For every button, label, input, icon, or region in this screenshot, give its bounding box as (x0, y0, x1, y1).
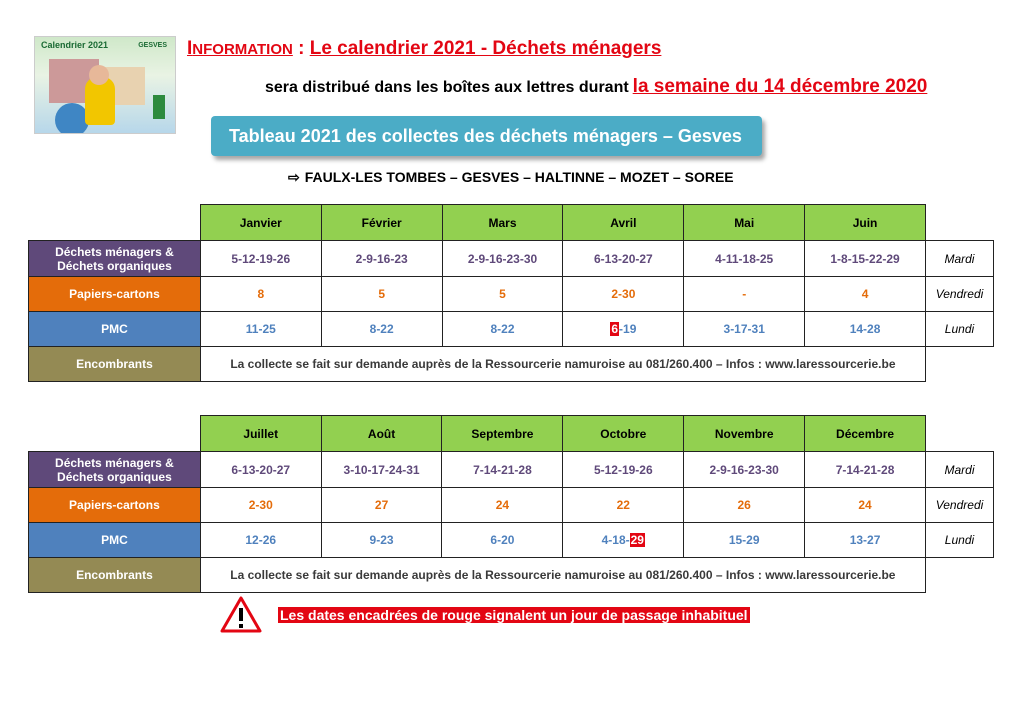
month-header: Mai (684, 205, 805, 241)
date-cell: 13-27 (805, 523, 926, 558)
date-cell: 26 (684, 488, 805, 523)
weekday-cell: Vendredi (925, 488, 993, 523)
weekday-cell: Lundi (925, 312, 993, 347)
calendar-table-h1 (28, 204, 994, 382)
distribution-date: la semaine du 14 décembre 2020 (632, 76, 928, 97)
date-cell: 14-28 (805, 312, 926, 347)
month-header: Octobre (563, 416, 684, 452)
month-header: Août (321, 416, 442, 452)
cover-commune: GESVES (138, 42, 167, 49)
month-header: Septembre (442, 416, 563, 452)
date-cell: 5-12-19-26 (200, 241, 321, 277)
category-encombrants: Encombrants (29, 347, 201, 382)
arrow-right-icon: ⇨ (288, 169, 300, 185)
date-cell: 3-10-17-24-31 (321, 452, 442, 488)
date-cell: 6-13-20-27 (200, 452, 321, 488)
distribution-text: sera distribué dans les boîtes aux lettres durant (265, 79, 629, 96)
empty-cell (925, 205, 993, 241)
month-header-row (29, 416, 994, 452)
category-label: Déchets organiques (57, 469, 172, 484)
empty-cell (29, 205, 201, 241)
info-title: Le calendrier 2021 - Déchets ménagers (309, 38, 662, 59)
villages-text: FAULX-LES TOMBES – GESVES – HALTINNE – MOZET – SOREE (304, 169, 734, 185)
empty-cell (925, 347, 993, 382)
cover-title: Calendrier 2021 (41, 40, 109, 50)
date-cell: 9-23 (321, 523, 442, 558)
empty-cell (29, 416, 201, 452)
table-banner: Tableau 2021 des collectes des déchets ménagers – Gesves (211, 116, 762, 156)
date-cell: 7-14-21-28 (442, 452, 563, 488)
table-row-papiers-cartons (29, 488, 994, 523)
date-cell: 6-20 (442, 523, 563, 558)
month-header: Mars (442, 205, 563, 241)
date-cell: 4-11-18-25 (684, 241, 805, 277)
date-cell: 27 (321, 488, 442, 523)
empty-cell (925, 558, 993, 593)
date-cell (563, 523, 684, 558)
calendar-cover-image (34, 36, 176, 134)
info-label-initial: I (187, 38, 193, 59)
date-cell: 2-9-16-23 (321, 241, 442, 277)
category-label: Déchets ménagers & (55, 244, 174, 259)
category-dechets-menagers (29, 241, 201, 277)
date-cell: 15-29 (684, 523, 805, 558)
month-header: Avril (563, 205, 684, 241)
category-pmc: PMC (29, 312, 201, 347)
unusual-date-highlight: 6 (611, 322, 619, 336)
date-cell: 24 (442, 488, 563, 523)
info-label-rest: NFORMATION (192, 41, 293, 58)
month-header-row (29, 205, 994, 241)
encombrants-info: La collecte se fait sur demande auprès de la Ressourcerie namuroise au 081/260.400 – Infos : www.laressourcerie.be (200, 347, 925, 382)
weekday-cell: Mardi (925, 241, 993, 277)
table-row-papiers-cartons (29, 277, 994, 312)
cover-globe (55, 103, 89, 134)
date-cell: 2-9-16-23-30 (684, 452, 805, 488)
month-header: Juin (805, 205, 926, 241)
date-cell: 3-17-31 (684, 312, 805, 347)
calendar-table-h2 (28, 415, 994, 593)
category-label: Déchets ménagers & (55, 455, 174, 470)
table-row-encombrants (29, 347, 994, 382)
table-row-pmc (29, 312, 994, 347)
distribution-line (265, 76, 927, 98)
date-cell: 5 (442, 277, 563, 312)
date-cell: 11-25 (200, 312, 321, 347)
table-row-dechets-menagers (29, 241, 994, 277)
info-separator: : (292, 38, 310, 59)
month-header: Février (321, 205, 442, 241)
cover-worker-head (89, 65, 109, 85)
date-text: -19 (619, 322, 637, 336)
date-cell: 8 (200, 277, 321, 312)
villages-line (288, 169, 734, 186)
date-cell: - (684, 277, 805, 312)
category-papiers-cartons: Papiers-cartons (29, 488, 201, 523)
date-cell: 24 (805, 488, 926, 523)
month-header: Décembre (805, 416, 926, 452)
table-row-encombrants (29, 558, 994, 593)
month-header: Novembre (684, 416, 805, 452)
date-cell: 7-14-21-28 (805, 452, 926, 488)
category-label: Déchets organiques (57, 258, 172, 273)
date-cell: 12-26 (200, 523, 321, 558)
weekday-cell: Lundi (925, 523, 993, 558)
date-cell: 5-12-19-26 (563, 452, 684, 488)
date-cell: 2-30 (563, 277, 684, 312)
date-cell: 6-13-20-27 (563, 241, 684, 277)
weekday-cell: Mardi (925, 452, 993, 488)
table-row-pmc (29, 523, 994, 558)
info-heading (187, 38, 661, 60)
table-row-dechets-menagers (29, 452, 994, 488)
category-encombrants: Encombrants (29, 558, 201, 593)
encombrants-info: La collecte se fait sur demande auprès de la Ressourcerie namuroise au 081/260.400 – Infos : www.laressourcerie.be (200, 558, 925, 593)
unusual-date-highlight: 29 (630, 533, 644, 547)
date-cell: 2-30 (200, 488, 321, 523)
date-cell: 4 (805, 277, 926, 312)
weekday-cell: Vendredi (925, 277, 993, 312)
warning-icon (220, 596, 262, 634)
date-cell: 5 (321, 277, 442, 312)
empty-cell (925, 416, 993, 452)
month-header: Juillet (200, 416, 321, 452)
cover-bin (153, 95, 165, 119)
info-label (187, 38, 293, 59)
category-papiers-cartons: Papiers-cartons (29, 277, 201, 312)
date-cell: 2-9-16-23-30 (442, 241, 563, 277)
warning-text: Les dates encadrées de rouge signalent un jour de passage inhabituel (280, 607, 748, 623)
date-cell (563, 312, 684, 347)
month-header: Janvier (200, 205, 321, 241)
date-cell: 8-22 (321, 312, 442, 347)
date-cell: 1-8-15-22-29 (805, 241, 926, 277)
category-pmc: PMC (29, 523, 201, 558)
date-text: 4-18- (601, 533, 630, 547)
category-dechets-menagers (29, 452, 201, 488)
date-cell: 22 (563, 488, 684, 523)
date-cell: 8-22 (442, 312, 563, 347)
